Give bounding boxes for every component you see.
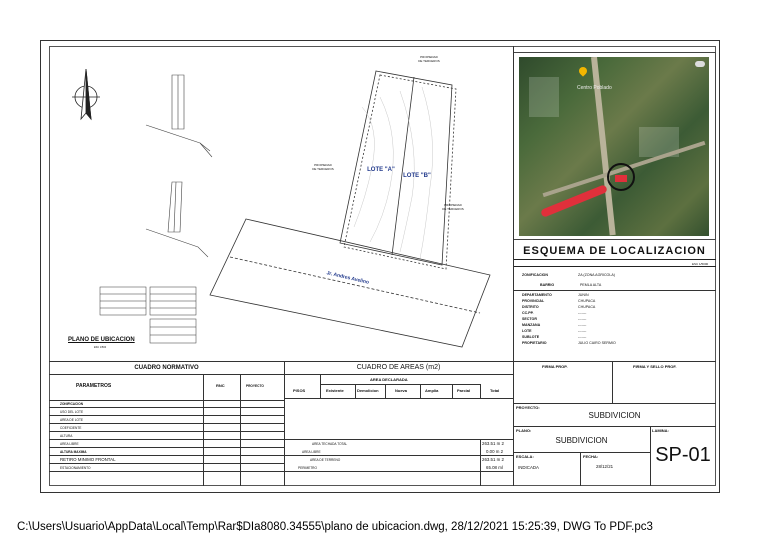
location-circle <box>607 163 635 191</box>
col-nueva: Nueva <box>395 388 408 393</box>
area-declarada-label: AREA DECLARADA <box>370 377 408 382</box>
param-uso: USO DEL LOTE <box>60 410 84 414</box>
area-terreno-value: 263.51 m 2 <box>482 457 504 462</box>
satellite-map <box>519 57 709 236</box>
col-rnc: RNC <box>216 383 225 388</box>
map-pin-icon <box>577 65 588 76</box>
info-row-barrio: BARRIO PEMLA ALTA <box>540 283 602 287</box>
plano-label: PLANO: <box>516 428 532 433</box>
area-techada-label: AREA TECHADA TOTAL <box>312 442 348 446</box>
esquema-title: ESQUEMA DE LOCALIZACION <box>523 245 706 257</box>
lamina-value: SP-01 <box>655 444 711 466</box>
info-row-lote: LOTE ------- <box>522 329 587 333</box>
col-parcial: Parcial <box>457 388 471 393</box>
cuadro-normativo-title: CUADRO NORMATIVO <box>134 365 199 371</box>
proyecto-value: SUBDIVICION <box>588 411 641 420</box>
esquema-scale: ESC 1/5000 <box>692 262 709 266</box>
proyecto-label: PROYECTO: <box>516 405 540 410</box>
plano-ubicacion-title: PLANO DE UBICACION <box>68 337 135 343</box>
col-total: Total <box>490 388 500 393</box>
north-arrow-icon <box>72 69 100 119</box>
escala-label: ESCALA: <box>516 454 534 459</box>
info-row-propietario: PROPIETARIO JULIO CAIRO SERMIO <box>522 341 616 345</box>
plano-value: SUBDIVICION <box>555 436 608 445</box>
param-altura-maxima: ALTURA MAXIMA <box>60 450 87 454</box>
param-zonificacion: ZONIFICACION <box>60 402 84 406</box>
param-area-libre: AREA LIBRE <box>60 442 79 446</box>
info-row-sector: SECTOR ------- <box>522 317 587 321</box>
param-area-lote: AREA DE LOTE <box>60 418 84 422</box>
info-row-zonificacion: ZONIFICACION ZA (ZONA AGRICOLA) <box>522 273 615 277</box>
propiedad-terceros-top: PROPIEDAD DE TERCEROS <box>418 55 440 63</box>
info-row-sublote: SUBLOTE ------- <box>522 335 587 339</box>
firma-prof-label: FIRMA Y SELLO PROF. <box>633 364 677 369</box>
col-demolicion: Demolicion <box>357 388 379 393</box>
esquema-divider-bottom <box>513 266 716 267</box>
propiedad-terceros-right: PROPIEDAD DE TERCEROS <box>442 203 464 211</box>
param-coeficiente: COEFICIENTE <box>60 426 82 430</box>
map-zoom-control <box>695 61 705 67</box>
area-libre-label: AREA LIBRE <box>302 450 321 454</box>
escala-value: INDICADA <box>518 465 539 470</box>
route-highlight <box>540 184 608 218</box>
col-existente: Existente <box>326 388 344 393</box>
area-terreno-label: AREA DE TERRENO <box>310 458 341 462</box>
info-row-distrito: DISTRITO CHUPACA <box>522 305 596 309</box>
param-estacionamiento: ESTACIONAMIENTO <box>60 466 91 470</box>
fecha-label: FECHA: <box>583 454 599 459</box>
param-retiro: RETIRO MINIMO FRONTAL <box>60 457 116 462</box>
propiedad-terceros-left: PROPIEDAD DE TERCEROS <box>312 163 334 171</box>
info-row-manzana: MANZANA ------- <box>522 323 587 327</box>
fecha-value: 28/12/21 <box>596 464 614 469</box>
area-techada-value: 263.51 m 2 <box>482 441 504 446</box>
perimetro-label: PERIMETRO <box>298 466 317 470</box>
lote-b-label: LOTE "B" <box>403 173 431 179</box>
info-row-ccpp: CC.PP. ------- <box>522 311 587 315</box>
road-name-label: Jr. Andres Avelino <box>325 270 370 286</box>
param-altura: ALTURA <box>60 434 73 438</box>
info-row-provincia: PROVINCIAL CHUPACA <box>522 299 596 303</box>
cuadro-areas-title: CUADRO DE AREAS (m2) <box>356 364 441 371</box>
map-place-label: Centro Poblado <box>577 85 612 91</box>
site-plan <box>50 47 510 359</box>
lote-a-label: LOTE "A" <box>367 167 395 173</box>
perimetro-value: 65.08 ml <box>486 465 503 470</box>
col-pisos: PISOS <box>293 388 306 393</box>
area-libre-value: 0.00 m 2 <box>486 449 504 454</box>
file-path-footer: C:\Users\Usuario\AppData\Local\Temp\Rar$DIa8080.34555\plano de ubicacion.dwg, 28/12/2021 15:25:39, DWG To PDF.pc3 <box>17 521 653 533</box>
lamina-label: LAMINA: <box>652 428 669 433</box>
plano-ubicacion-scale: ESC 1/500 <box>94 346 107 349</box>
firma-prop-label: FIRMA PROP. <box>542 364 568 369</box>
col-amplia: Amplia <box>425 388 439 393</box>
info-row-departamento: DEPARTAMENTO JUNIN <box>522 293 589 297</box>
col-parametros: PARAMETROS <box>76 383 112 389</box>
col-proyecto: PROYECTO <box>246 384 264 388</box>
esquema-divider-top <box>513 259 716 260</box>
